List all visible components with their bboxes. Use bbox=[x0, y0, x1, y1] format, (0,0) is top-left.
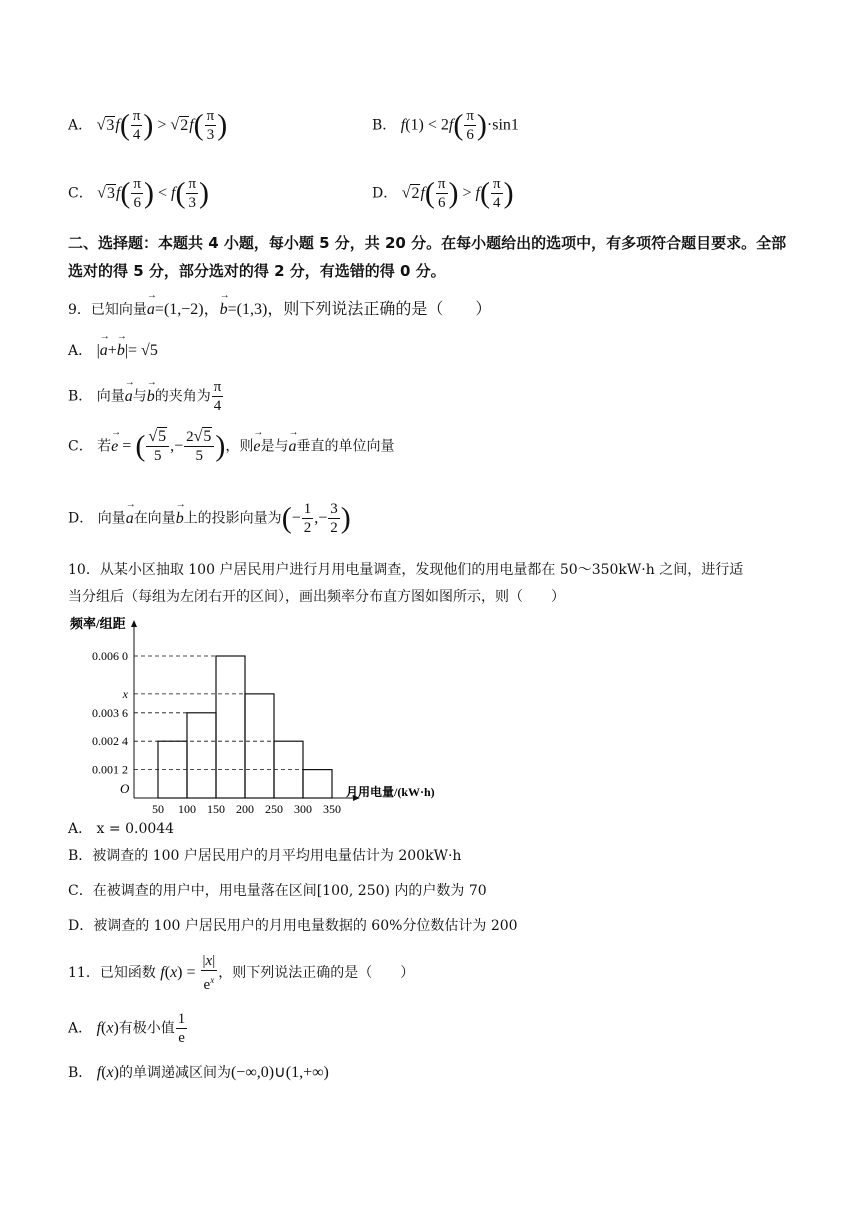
y-tick-label: x bbox=[122, 686, 128, 701]
q9-option-c: C． 若→ e = ( $\frac{√5}{5}$ ,− $\frac{2√5}{5}$ )，则→ e是与→ a垂直的单位向量 bbox=[68, 428, 395, 465]
text: 的单调递减区间为 bbox=[118, 1065, 231, 1081]
option-label: C． bbox=[68, 185, 93, 202]
frequency-histogram bbox=[64, 612, 464, 816]
x-tick-label: 350 bbox=[323, 802, 341, 816]
option-label: D． bbox=[372, 185, 398, 202]
option-label: D． bbox=[68, 510, 94, 527]
q9-stem bbox=[68, 296, 491, 319]
q9-option-d: D． 向量→ a在向量→ b上的投影向量为(− $\frac{1}{2}$ ,− $\frac{3}{2}$ ) bbox=[68, 500, 351, 537]
stem-text: =(1,3)，则下列说法正确的是（ ） bbox=[227, 301, 492, 318]
q10-option-b: B．被调查的 100 户居民用户的月平均用电量估计为 200kW·h bbox=[68, 848, 462, 864]
q8-option-b: B． f(1) < 2f( $\frac{\pi}{6}$ )·sin1 bbox=[372, 108, 519, 143]
text: 的夹角为 bbox=[154, 388, 211, 405]
x-tick-label: 150 bbox=[207, 802, 225, 816]
option-label: A． bbox=[68, 117, 93, 134]
stem-text: 11．已知函数 bbox=[68, 965, 156, 981]
q10-stem-line1: 10．从某小区抽取 100 户居民用户进行月用电量调查，发现他们的用电量都在 50～350kW·h 之间，进行适 bbox=[68, 562, 744, 578]
y-tick-label: 0.006 0 bbox=[92, 649, 128, 663]
text: 垂直的单位向量 bbox=[296, 438, 395, 455]
stem-math: =(1,−2)， bbox=[154, 301, 220, 318]
histogram-bar bbox=[303, 770, 332, 798]
q8-option-a: A． √3f( $\frac{\pi}{4}$ ) > √2f( $\frac{\pi}{3}$ ) bbox=[68, 108, 228, 143]
text: 在向量 bbox=[133, 510, 176, 527]
math-expr: √3 bbox=[96, 116, 115, 134]
origin-label: O bbox=[120, 781, 130, 796]
histogram-bar bbox=[245, 694, 274, 798]
q10-option-a: A． x = 0.0044 bbox=[68, 821, 175, 837]
math-expr: ·sin1 bbox=[486, 116, 519, 134]
histogram-bar bbox=[187, 713, 216, 798]
text: 向量 bbox=[96, 388, 125, 405]
y-tick-label: 0.002 4 bbox=[92, 734, 128, 749]
histogram-bar bbox=[216, 656, 245, 798]
stem-text: ，则下列说法正确的是（ ） bbox=[218, 965, 415, 981]
q9-option-b: B． 向量→ a与→ b的夹角为 $\frac{\pi}{4}$ bbox=[68, 378, 224, 415]
x-tick-label: 50 bbox=[152, 802, 164, 816]
y-axis-label: 频率/组距 bbox=[70, 616, 126, 631]
x-tick-label: 300 bbox=[294, 802, 312, 816]
text: 有极小值 bbox=[118, 1020, 175, 1037]
q11-option-b: B． f(x)的单调递减区间为(−∞,0)∪(1,+∞) bbox=[68, 1064, 329, 1081]
q10-option-d: D．被调查的 100 户居民用户的月用电量数据的 60%分位数估计为 200 bbox=[68, 918, 518, 934]
text: 上的投影向量为 bbox=[183, 510, 282, 527]
text: 若 bbox=[97, 438, 112, 455]
text: 是与 bbox=[260, 438, 289, 455]
option-label: C． bbox=[68, 438, 93, 455]
q9-option-a: A． |→ a+→ b|= √5 bbox=[68, 340, 158, 360]
vector-b: → b bbox=[220, 301, 228, 319]
q8-option-c: C． √3f( $\frac{\pi}{6}$ ) < f( $\frac{\pi}{3}$ ) bbox=[68, 176, 210, 211]
x-tick-label: 250 bbox=[265, 802, 283, 816]
x-axis-label: 月用电量/(kW·h) bbox=[346, 785, 435, 799]
stem-text: 9．已知向量 bbox=[68, 302, 147, 318]
math-expr: (−∞,0)∪(1,+∞) bbox=[230, 1064, 329, 1081]
x-tick-label: 200 bbox=[236, 802, 254, 816]
option-label: B． bbox=[372, 117, 397, 134]
math-expr: = √5 bbox=[128, 342, 158, 359]
text: 与 bbox=[132, 388, 147, 405]
y-tick-label: 0.003 6 bbox=[92, 705, 128, 720]
text: 向量 bbox=[97, 510, 126, 527]
option-label: A． bbox=[68, 1020, 93, 1037]
option-label: B． bbox=[68, 1065, 93, 1081]
q11-option-a: A． f(x)有极小值 $\frac{1}{e}$ bbox=[68, 1011, 186, 1046]
vector-a: → a bbox=[147, 301, 155, 319]
q11-stem: 11．已知函数 f(x) = $\frac{|x|}{e^x}$ ，则下列说法正确的是（ ） bbox=[68, 953, 415, 993]
q8-option-d: D． √2f( $\frac{\pi}{6}$ ) > f( $\frac{\pi}{4}$ ) bbox=[372, 176, 514, 211]
section-heading: 二、选择题：本题共 4 小题，每小题 5 分，共 20 分。在每小题给出的选项中，有多项符合题目要求。全部选对的得 5 分，部分选对的得 2 分，有选错的得 0 分。 bbox=[68, 234, 787, 280]
q10-option-c: C．在被调查的用户中，用电量落在区间[100, 250) 内的户数为 70 bbox=[68, 883, 487, 899]
q10-stem-line2: 当分组后（每组为左闭右开的区间），画出频率分布直方图如图所示，则（ ） bbox=[68, 589, 565, 605]
y-tick-label: 0.001 2 bbox=[92, 762, 128, 777]
text: ，则 bbox=[225, 438, 254, 455]
option-label: A． bbox=[68, 343, 93, 359]
option-label: B． bbox=[68, 388, 93, 405]
x-tick-label: 100 bbox=[178, 802, 196, 816]
